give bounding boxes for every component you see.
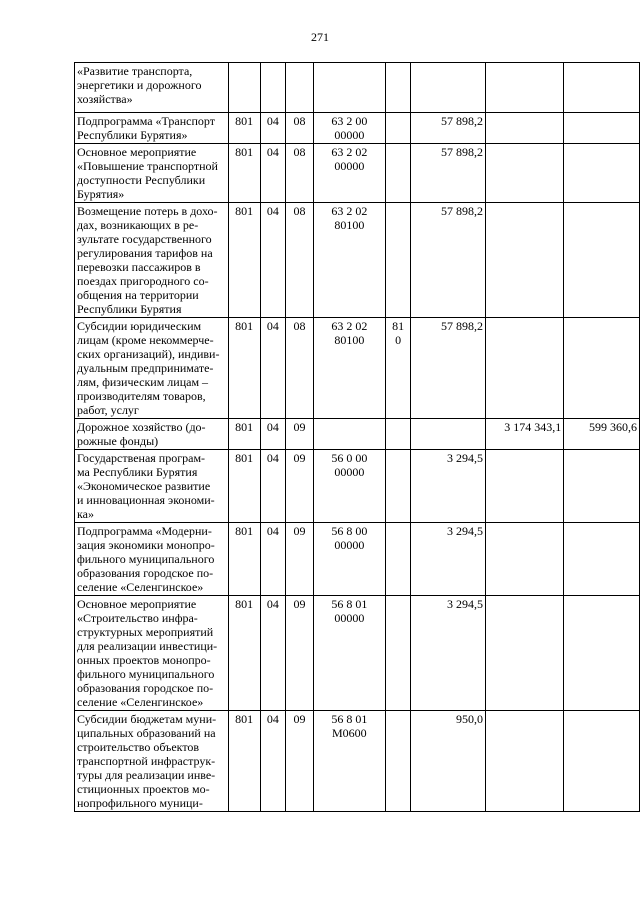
cell-target-article: 63 2 00 00000 <box>313 113 385 144</box>
cell-amount-c <box>564 523 640 596</box>
cell-subsection: 09 <box>286 523 314 596</box>
cell-amount-a: 57 898,2 <box>411 318 486 419</box>
cell-amount-a <box>411 419 486 450</box>
cell-ministry-code: 801 <box>228 318 260 419</box>
budget-table <box>74 62 640 812</box>
cell-amount-b <box>486 144 564 203</box>
cell-amount-c <box>564 711 640 812</box>
cell-expense-type <box>385 419 410 450</box>
cell-section: 04 <box>260 450 285 523</box>
cell-amount-a <box>411 63 486 113</box>
cell-amount-a: 950,0 <box>411 711 486 812</box>
cell-target-article: 56 8 01 M0600 <box>313 711 385 812</box>
cell-amount-c <box>564 144 640 203</box>
cell-amount-c: 599 360,6 <box>564 419 640 450</box>
cell-amount-b <box>486 113 564 144</box>
cell-amount-b <box>486 203 564 318</box>
cell-subsection: 09 <box>286 711 314 812</box>
cell-amount-a: 57 898,2 <box>411 203 486 318</box>
table-row <box>75 203 640 318</box>
cell-target-article: 56 0 00 00000 <box>313 450 385 523</box>
table-row <box>75 63 640 113</box>
cell-ministry-code: 801 <box>228 711 260 812</box>
cell-subsection: 08 <box>286 144 314 203</box>
table-row <box>75 711 640 812</box>
cell-amount-c <box>564 450 640 523</box>
cell-amount-a: 3 294,5 <box>411 596 486 711</box>
cell-subsection: 09 <box>286 596 314 711</box>
cell-expense-type: 81 0 <box>385 318 410 419</box>
cell-subsection <box>286 63 314 113</box>
cell-amount-b <box>486 318 564 419</box>
cell-expense-type <box>385 203 410 318</box>
cell-ministry-code: 801 <box>228 419 260 450</box>
cell-target-article <box>313 63 385 113</box>
cell-amount-a: 3 294,5 <box>411 450 486 523</box>
cell-expense-type <box>385 523 410 596</box>
cell-section: 04 <box>260 144 285 203</box>
cell-subsection: 08 <box>286 203 314 318</box>
cell-expense-type <box>385 144 410 203</box>
cell-expense-type <box>385 113 410 144</box>
cell-target-article: 56 8 00 00000 <box>313 523 385 596</box>
cell-target-article: 63 2 02 80100 <box>313 318 385 419</box>
cell-name: Основное мероприятие «Строительство инфра- структурных мероприятий для реализации инвестици- онных проектов монопро- фильного муниципального образования городское по- селение «Селенгинское» <box>75 596 229 711</box>
cell-ministry-code: 801 <box>228 144 260 203</box>
cell-section: 04 <box>260 596 285 711</box>
cell-section: 04 <box>260 318 285 419</box>
cell-section: 04 <box>260 419 285 450</box>
cell-expense-type <box>385 63 410 113</box>
cell-amount-c <box>564 203 640 318</box>
cell-name: Дорожное хозяйство (до- рожные фонды) <box>75 419 229 450</box>
cell-amount-c <box>564 596 640 711</box>
cell-section: 04 <box>260 203 285 318</box>
cell-amount-b <box>486 596 564 711</box>
cell-ministry-code: 801 <box>228 203 260 318</box>
table-row <box>75 450 640 523</box>
cell-name: Субсидии юридическим лицам (кроме некоммерче- ских организаций), индиви- дуальным предпринимате- лям, физическим лицам – производителям товаров, работ, услуг <box>75 318 229 419</box>
cell-target-article: 56 8 01 00000 <box>313 596 385 711</box>
cell-subsection: 09 <box>286 419 314 450</box>
table-row <box>75 596 640 711</box>
table-row <box>75 318 640 419</box>
cell-amount-a: 57 898,2 <box>411 144 486 203</box>
cell-name: Подпрограмма «Модерни- зация экономики монопро- фильного муниципального образования городское по- селение «Селенгинское» <box>75 523 229 596</box>
cell-section <box>260 63 285 113</box>
table-body <box>75 63 640 812</box>
cell-amount-b: 3 174 343,1 <box>486 419 564 450</box>
cell-expense-type <box>385 711 410 812</box>
cell-ministry-code: 801 <box>228 113 260 144</box>
cell-ministry-code <box>228 63 260 113</box>
cell-amount-a: 3 294,5 <box>411 523 486 596</box>
cell-name: Государственая програм- ма Республики Бурятия «Экономическое развитие и инновационная экономи- ка» <box>75 450 229 523</box>
cell-name: Субсидии бюджетам муни- ципальных образований на строительство объектов транспортной инфраструк- туры для реализации инве- стиционных проектов мо- нопрофильного муници- <box>75 711 229 812</box>
cell-amount-c <box>564 318 640 419</box>
page-number: 271 <box>311 30 329 44</box>
table-row <box>75 419 640 450</box>
cell-name: Подпрограмма «Транспорт Республики Бурятия» <box>75 113 229 144</box>
cell-target-article: 63 2 02 80100 <box>313 203 385 318</box>
cell-name: Возмещение потерь в дохо- дах, возникающих в ре- зультате государственного регулирования тарифов на перевозки пассажиров в поездах пригородного со- общения на территории Республики Бурятия <box>75 203 229 318</box>
cell-subsection: 09 <box>286 450 314 523</box>
cell-ministry-code: 801 <box>228 523 260 596</box>
cell-expense-type <box>385 450 410 523</box>
cell-section: 04 <box>260 523 285 596</box>
cell-ministry-code: 801 <box>228 450 260 523</box>
cell-amount-c <box>564 63 640 113</box>
cell-amount-b <box>486 450 564 523</box>
cell-expense-type <box>385 596 410 711</box>
cell-section: 04 <box>260 113 285 144</box>
cell-amount-b <box>486 711 564 812</box>
cell-subsection: 08 <box>286 113 314 144</box>
cell-amount-c <box>564 113 640 144</box>
cell-ministry-code: 801 <box>228 596 260 711</box>
cell-name: Основное мероприятие «Повышение транспортной доступности Республики Бурятия» <box>75 144 229 203</box>
table-row <box>75 144 640 203</box>
cell-name: «Развитие транспорта, энергетики и дорожного хозяйства» <box>75 63 229 113</box>
cell-amount-a: 57 898,2 <box>411 113 486 144</box>
cell-subsection: 08 <box>286 318 314 419</box>
cell-target-article: 63 2 02 00000 <box>313 144 385 203</box>
cell-target-article <box>313 419 385 450</box>
cell-section: 04 <box>260 711 285 812</box>
cell-amount-b <box>486 523 564 596</box>
cell-amount-b <box>486 63 564 113</box>
table-row <box>75 113 640 144</box>
table-row <box>75 523 640 596</box>
